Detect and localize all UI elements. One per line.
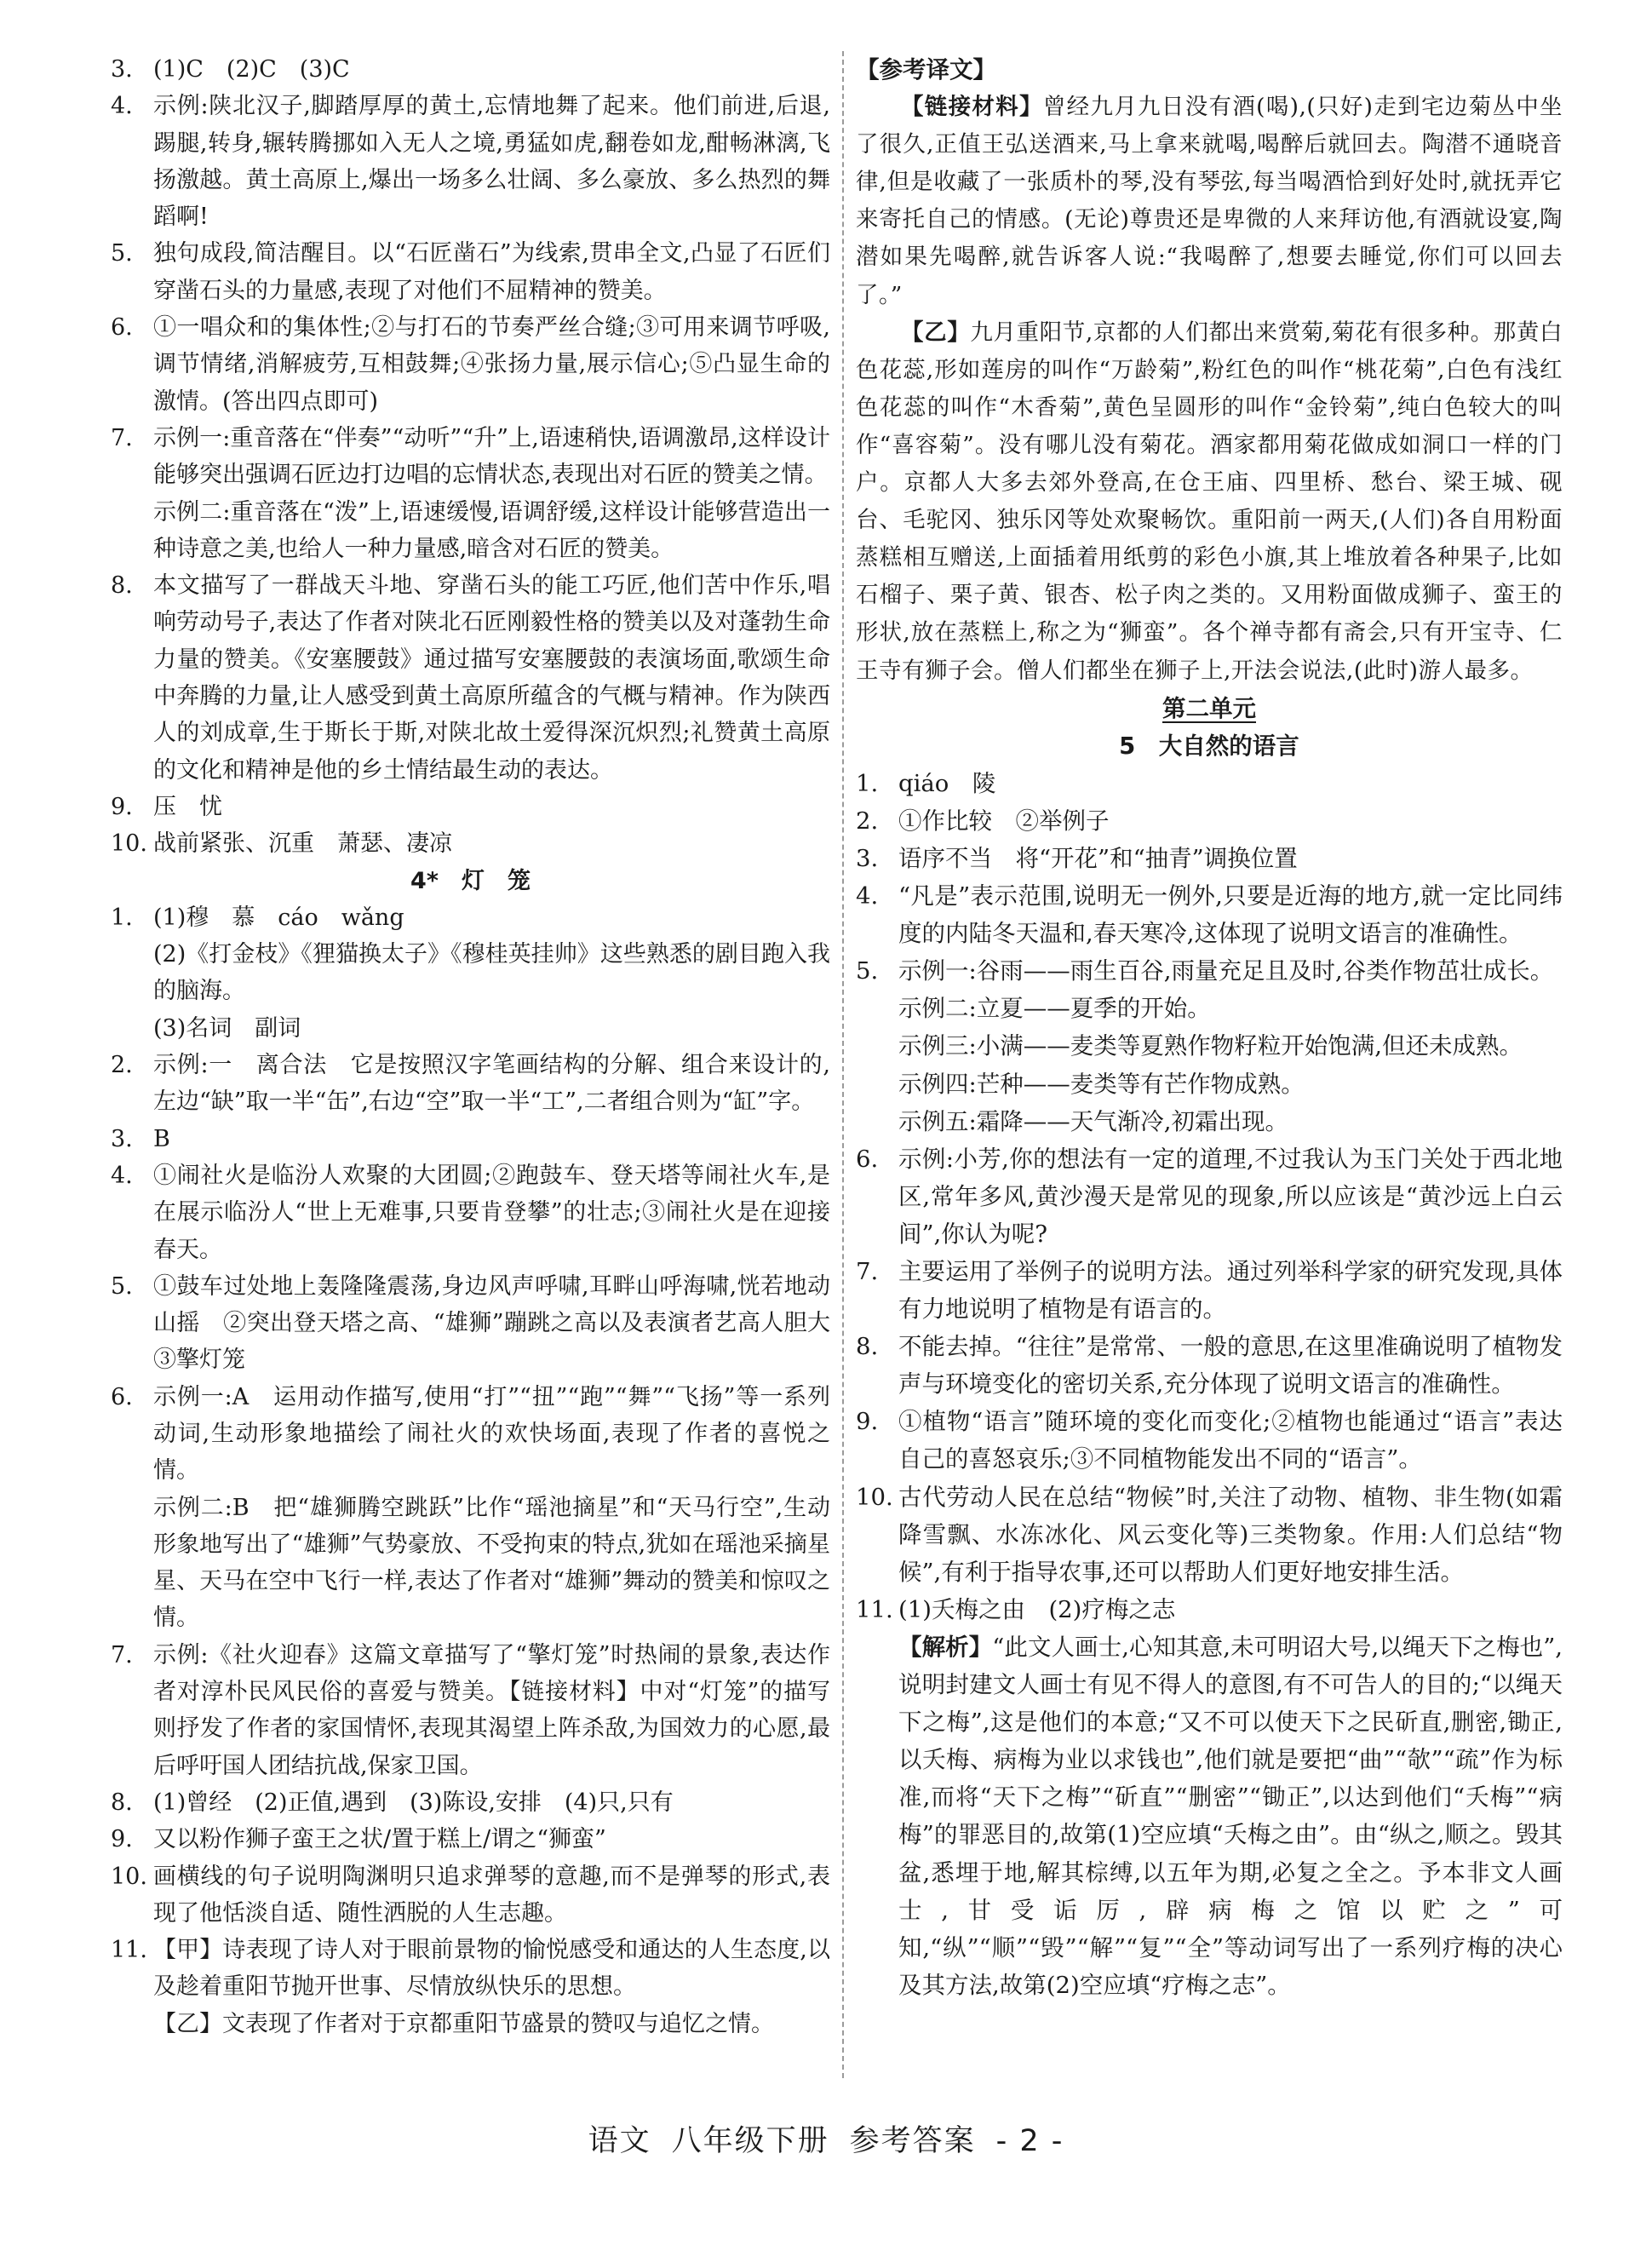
lantern-answer-5: 5. ①鼓车过处地上轰隆隆震荡,身边风声呼啸,耳畔山呼海啸,恍若地动山摇 ②突出登天塔之高、“雄狮”蹦跳之高以及表演者艺高人胆大 ③擎灯笼	[111, 1272, 853, 1374]
page-number: - 2 -	[995, 2124, 1064, 2158]
lantern-answer-6: 6. 示例一:A 运用动作描写,使用“打”“扭”“跑”“舞”“飞扬”等一系列动词,生动形象地描绘了闹社火的欢快场面,表现了作者的喜悦之情。 示例二:B 把“雄狮腾空跳跃”比作“瑶池摘星”和“天马行空”,生动形象地写出了“雄狮”气势豪放、不受拘束的特点,犹如在瑶池采摘星星、天马在空中飞行一样,表达了作者对“雄狮”舞动的赞美和惊叹之情。	[111, 1383, 830, 1632]
lesson-title-lantern: 4* 灯 笼	[410, 867, 531, 894]
lantern-answer-3: 3. B	[111, 1125, 170, 1152]
link-material-tag: 【链接材料】	[901, 94, 1043, 121]
footer-grade: 八年级下册	[671, 2124, 829, 2158]
unit-title: 第二单元	[1162, 694, 1256, 722]
answer-4: 4. 示例:陕北汉子,脚踏厚厚的黄土,忘情地舞了起来。他们前进,后退,踢腿,转身,辗转腾挪如入无人之境,勇猛如虎,翻卷如龙,酣畅淋漓,飞扬激越。黄土高原上,爆出一场多么壮阔、多么豪放、多么热烈的舞蹈啊!	[111, 93, 830, 231]
answer-9: 9. 压 忧	[111, 793, 222, 820]
lantern-answer-11: 11. 【甲】诗表现了诗人对于眼前景物的愉悦感受和通达的人生态度,以及趁着重阳节抛开世事、尽情放纵快乐的思想。 【乙】文表现了作者对于京都重阳节盛景的赞叹与追忆之情。	[111, 1937, 830, 2037]
column-divider	[842, 51, 844, 2078]
translation-link-material: 【链接材料】曾经九月九日没有酒(喝),(只好)走到宅边菊丛中坐了很久,正值王弘送酒来,马上拿来就喝,喝醉后就回去。陶潜不通晓音律,但是收藏了一张质朴的琴,没有琴弦,每当喝酒恰到好处时,就抚弄它来寄托自己的情感。(无论)尊贵还是卑微的人来拜访他,有酒就设宴,陶潜如果先喝醉,就告诉客人说:“我喝醉了,想要去睡觉,你们可以回去了。”	[856, 94, 1563, 308]
footer-kind: 参考答案	[849, 2124, 976, 2158]
nature-answer-9: 9. ①植物“语言”随环境的变化而变化;②植物也能通过“语言”表达自己的喜怒哀乐;③不同植物能发出不同的“语言”。	[856, 1408, 1563, 1473]
lantern-answer-2: 2. 示例:一 离合法 它是按照汉字笔画结构的分解、组合来设计的,左边“缺”取一半“缶”,右边“空”取一半“工”,二者组合则为“缸”字。	[111, 1052, 830, 1116]
answer-8: 8. 本文描写了一群战天斗地、穿凿石头的能工巧匠,他们苦中作乐,唱响劳动号子,表达了作者对陕北石匠刚毅性格的赞美以及对蓬勃生命力量的赞美。《安塞腰鼓》通过描写安塞腰鼓的表演场面,歌颂生命中奔腾的力量,让人感受到黄土高原所蕴含的气概与精神。作为陕西人的刘成章,生于斯长于斯,对陕北故土爱得深沉炽烈;礼赞黄土高原的文化和精神是他的乡土情结最生动的表达。	[111, 572, 830, 784]
nature-answer-2: 2. ①作比较 ②举例子	[856, 807, 1110, 835]
nature-answer-8: 8. 不能去掉。“往往”是常常、一般的意思,在这里准确说明了植物发声与环境变化的密切关系,充分体现了说明文语言的准确性。	[856, 1333, 1563, 1398]
nature-answer-7: 7. 主要运用了举例子的说明方法。通过列举科学家的研究发现,具体有力地说明了植物是有语言的。	[856, 1258, 1563, 1324]
nature-answer-1: 1. qiáo 陵	[856, 769, 996, 797]
lantern-answer-7: 7. 示例:《社火迎春》这篇文章描写了“擎灯笼”时热闹的景象,表达作者对淳朴民风民俗的喜爱与赞美。【链接材料】中对“灯笼”的描写则抒发了作者的家国情怀,表现其渴望上阵杀敌,为国效力的心愿,最后呼吁国人团结抗战,保家卫国。	[111, 1641, 830, 1779]
answer-6: 6. ①一唱众和的集体性;②与打石的节奏严丝合缝;③可用来调节呼吸,调节情绪,消解疲劳,互相鼓舞;④张扬力量,展示信心;⑤凸显生命的激情。(答出四点即可)	[111, 314, 830, 415]
lantern-answer-10: 10. 画横线的句子说明陶渊明只追求弹琴的意趣,而不是弹琴的形式,表现了他恬淡自适、随性洒脱的人生志趣。	[111, 1863, 830, 1927]
nature-answer-3: 3. 语序不当 将“开花”和“抽青”调换位置	[856, 844, 1298, 872]
footer-subject: 语文	[588, 2124, 651, 2158]
lantern-answer-1: 1. (1)穆 慕 cáo wǎng (2)《打金枝》《狸猫换太子》《穆桂英挂帅》这些熟悉的剧目跑入我的脑海。 (3)名词 副词	[111, 904, 830, 1042]
answer-10: 10. 战前紧张、沉重 萧瑟、凄凉	[111, 830, 452, 858]
answer-5: 5. 独句成段,简洁醒目。以“石匠凿石”为线索,贯串全文,凸显了石匠们穿凿石头的力量感,表现了对他们不屈精神的赞美。	[111, 240, 830, 304]
right-column	[856, 51, 1563, 2004]
lantern-answer-8: 8. (1)曾经 (2)正值,遇到 (3)陈设,安排 (4)只,只有	[111, 1789, 674, 1816]
page-footer	[0, 2117, 1652, 2160]
answer-3: 3. (1)C (2)C (3)C	[111, 56, 350, 83]
lantern-answer-4: 4. ①闹社火是临汾人欢聚的大团圆;②跑鼓车、登天塔等闹社火车,是在展示临汾人“世上无难事,只要肯登攀”的壮志;③闹社火是在迎接春天。	[111, 1162, 830, 1263]
lesson-title-nature-language: 5 大自然的语言	[1119, 732, 1299, 760]
nature-answer-11: 11. (1)夭梅之由 (2)疗梅之志 【解析】“此文人画士,心知其意,未可明诏大号,以绳天下之梅也”,说明封建文人画士有见不得人的意图,有不可告人的目的;“以绳天下之梅”,这是他们的本意;“又不可以使天下之民斫直,删密,锄正,以夭梅、病梅为业以求钱也”,他们就是要把“曲”“欹”“疏”作为标准,而将“天下之梅”“斫直”“删密”“锄正”,以达到他们“夭梅”“病梅”的罪恶目的,故第(1)空应填“夭梅之由”。由“纵之,顺之。毁其盆,悉埋于地,解其棕缚,以五年为期,必复之全之。予本非文人画士,甘受诟厉,辟病梅之馆以贮之”可知,“纵”“顺”“毁”“解”“复”“全”等动词写出了一系列疗梅的决心及其方法,故第(2)空应填“疗梅之志”。	[856, 1595, 1563, 1999]
left-column	[111, 51, 853, 2042]
nature-answer-4: 4. “凡是”表示范围,说明无一例外,只要是近海的地方,就一定比同纬度的内陆冬天温和,春天寒冷,这体现了说明文语言的准确性。	[856, 882, 1563, 948]
reference-translation-header: 【参考译文】	[856, 56, 996, 83]
lantern-answer-9: 9. 又以粉作狮子蛮王之状/置于糕上/谓之“狮蛮”	[111, 1826, 606, 1853]
answer-7: 7. 示例一:重音落在“伴奏”“动听”“升”上,语速稍快,语调激昂,这样设计能够突出强调石匠边打边唱的忘情状态,表现出对石匠的赞美之情。 示例二:重音落在“泼”上,语速缓慢,语调舒缓,这样设计能够营造出一种诗意之美,也给人一种力量感,暗含对石匠的赞美。	[111, 424, 830, 562]
analysis-tag: 【解析】	[898, 1633, 993, 1661]
nature-answer-5: 5. 示例一:谷雨——雨生百谷,雨量充足且及时,谷类作物茁壮成长。 示例二:立夏——夏季的开始。 示例三:小满——麦类等夏熟作物籽粒开始饱满,但还未成熟。 示例四:芒种——麦类等有芒作物成熟。 示例五:霜降——天气渐冷,初霜出现。	[856, 957, 1554, 1135]
nature-answer-10: 10. 古代劳动人民在总结“物候”时,关注了动物、植物、非生物(如霜降雪飘、水冻冰化、风云变化等)三类物象。作用:人们总结“物候”,有利于指导农事,还可以帮助人们更好地安排生活。	[856, 1483, 1563, 1586]
yi-tag: 【乙】	[901, 319, 971, 346]
translation-yi: 【乙】九月重阳节,京都的人们都出来赏菊,菊花有很多种。那黄白色花蕊,形如莲房的叫作“万龄菊”,粉红色的叫作“桃花菊”,白色有浅红色花蕊的叫作“木香菊”,黄色呈圆形的叫作“金铃菊”,纯白色较大的叫作“喜容菊”。没有哪儿没有菊花。酒家都用菊花做成如洞口一样的门户。京都人大多去郊外登高,在仓王庙、四里桥、愁台、梁王城、砚台、毛驼冈、独乐冈等处欢聚畅饮。重阳前一两天,(人们)各自用粉面蒸糕相互赠送,上面插着用纸剪的彩色小旗,其上堆放着各种果子,比如石榴子、栗子黄、银杏、松子肉之类的。又用粉面做成狮子、蛮王的形状,放在蒸糕上,称之为“狮蛮”。各个禅寺都有斋会,只有开宝寺、仁王寺有狮子会。僧人们都坐在狮子上,开法会说法,(此时)游人最多。	[856, 319, 1563, 684]
nature-answer-6: 6. 示例:小芳,你的想法有一定的道理,不过我认为玉门关处于西北地区,常年多风,黄沙漫天是常见的现象,所以应该是“黄沙远上白云间”,你认为呢?	[856, 1145, 1563, 1248]
